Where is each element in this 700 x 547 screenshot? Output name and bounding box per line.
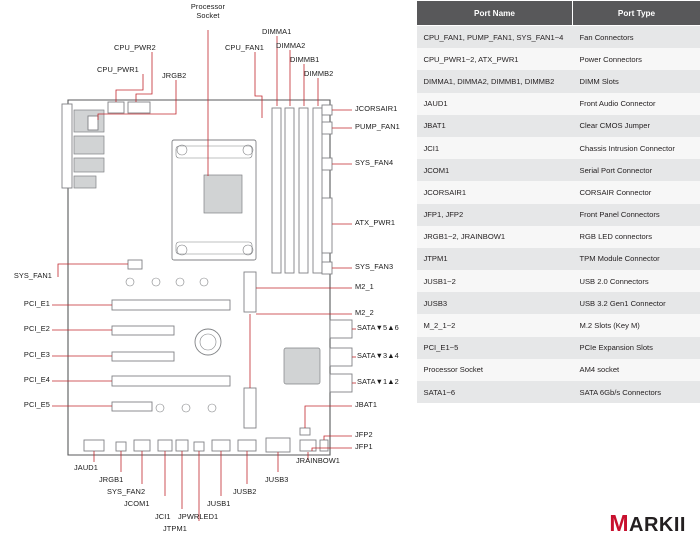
- callout-cpu-fan1: CPU_FAN1: [225, 43, 264, 52]
- cell-port-type: Clear CMOS Jumper: [573, 115, 700, 137]
- mark-ii-logo: [609, 510, 686, 537]
- callout-jusb1: JUSB1: [207, 499, 231, 508]
- callout-cpu-pwr1: CPU_PWR1: [97, 65, 139, 74]
- callout-pci-e1: PCI_E1: [23, 299, 50, 308]
- table-row: [417, 270, 700, 292]
- callout-jusb2: JUSB2: [233, 487, 257, 496]
- table-row: [417, 181, 700, 203]
- callout-pci-e2: PCI_E2: [23, 324, 50, 333]
- callout-sys-fan3: SYS_FAN3: [355, 262, 394, 271]
- cell-port-type: RGB LED connectors: [573, 226, 700, 248]
- table-row: [417, 314, 700, 336]
- cell-port-name: Processor Socket: [417, 359, 573, 381]
- cell-port-type: Serial Port Connector: [573, 159, 700, 181]
- column-header-port-type: Port Type: [573, 1, 700, 26]
- callout-processor-socket-line1: Processor: [190, 2, 226, 11]
- cell-port-type: DIMM Slots: [573, 70, 700, 92]
- cell-port-type: Fan Connectors: [573, 26, 700, 49]
- table-row: [417, 248, 700, 270]
- table-row: [417, 381, 700, 403]
- callout-jtpm1: JTPM1: [163, 524, 187, 533]
- cell-port-name: DIMMA1, DIMMA2, DIMMB1, DIMMB2: [417, 70, 573, 92]
- table-header-row: [417, 1, 700, 26]
- callout-jrgb2: JRGB2: [162, 71, 187, 80]
- callout-jfp2: JFP2: [355, 430, 373, 439]
- callout-atx-pwr1: ATX_PWR1: [355, 218, 396, 227]
- cell-port-type: TPM Module Connector: [573, 248, 700, 270]
- table-row: [417, 70, 700, 92]
- callout-m2-1: M2_1: [355, 282, 374, 291]
- table-row: [417, 226, 700, 248]
- cell-port-name: CPU_PWR1~2, ATX_PWR1: [417, 48, 573, 70]
- table-row: [417, 115, 700, 137]
- cell-port-name: JAUD1: [417, 93, 573, 115]
- cell-port-name: JRGB1~2, JRAINBOW1: [417, 226, 573, 248]
- cell-port-name: JFP1, JFP2: [417, 204, 573, 226]
- logo-text: ARKII: [629, 514, 686, 536]
- cell-port-type: Front Audio Connector: [573, 93, 700, 115]
- callout-sata34: SATA▼3▲4: [357, 351, 399, 360]
- callout-processor-socket: [186, 3, 230, 20]
- cell-port-type: AM4 socket: [573, 359, 700, 381]
- callout-jbat1: JBAT1: [355, 400, 378, 409]
- callout-pci-e4: PCI_E4: [23, 375, 50, 384]
- callout-jrainbow1: JRAINBOW1: [296, 456, 341, 465]
- callout-m2-2: M2_2: [355, 308, 374, 317]
- cell-port-type: Front Panel Connectors: [573, 204, 700, 226]
- callout-sata12: SATA▼1▲2: [357, 377, 399, 386]
- cell-port-type: Chassis Intrusion Connector: [573, 137, 700, 159]
- cell-port-type: USB 3.2 Gen1 Connector: [573, 292, 700, 314]
- callout-dimma2: DIMMA2: [276, 41, 306, 50]
- callout-processor-socket-line2: Socket: [196, 10, 220, 20]
- callout-cpu-pwr2: CPU_PWR2: [114, 43, 156, 52]
- callout-jci1: JCI1: [155, 512, 171, 521]
- table-row: [417, 337, 700, 359]
- table-row: [417, 48, 700, 70]
- callout-pci-e5: PCI_E5: [23, 400, 50, 409]
- table-row: [417, 159, 700, 181]
- callout-pump-fan1: PUMP_FAN1: [355, 122, 400, 131]
- table-row: [417, 26, 700, 49]
- callout-sys-fan4: SYS_FAN4: [355, 158, 394, 167]
- callout-jcom1: JCOM1: [124, 499, 150, 508]
- callout-jrgb1: JRGB1: [99, 475, 124, 484]
- cell-port-name: PCI_E1~5: [417, 337, 573, 359]
- cell-port-type: CORSAIR Connector: [573, 181, 700, 203]
- callout-dimmb1: DIMMB1: [290, 55, 320, 64]
- cell-port-name: JUSB1~2: [417, 270, 573, 292]
- cell-port-type: SATA 6Gb/s Connectors: [573, 381, 700, 403]
- callout-dimma1: DIMMA1: [262, 27, 292, 36]
- cell-port-name: JCORSAIR1: [417, 181, 573, 203]
- cell-port-name: JBAT1: [417, 115, 573, 137]
- port-reference-table: [416, 0, 700, 452]
- callout-jusb3: JUSB3: [265, 475, 289, 484]
- cell-port-name: M_2_1~2: [417, 314, 573, 336]
- cell-port-type: M.2 Slots (Key M): [573, 314, 700, 336]
- callout-pci-e3: PCI_E3: [23, 350, 50, 359]
- cell-port-name: CPU_FAN1, PUMP_FAN1, SYS_FAN1~4: [417, 26, 573, 49]
- table-row: [417, 137, 700, 159]
- callout-jfp1: JFP1: [355, 442, 373, 451]
- table-row: [417, 204, 700, 226]
- cell-port-name: JUSB3: [417, 292, 573, 314]
- callout-sys-fan1: SYS_FAN1: [13, 271, 52, 280]
- cell-port-name: JTPM1: [417, 248, 573, 270]
- callout-jpwrled1: JPWRLED1: [178, 512, 219, 521]
- table-row: [417, 292, 700, 314]
- cell-port-type: USB 2.0 Connectors: [573, 270, 700, 292]
- cell-port-name: JCOM1: [417, 159, 573, 181]
- cell-port-name: JCI1: [417, 137, 573, 159]
- cell-port-name: SATA1~6: [417, 381, 573, 403]
- table-row: [417, 93, 700, 115]
- cell-port-type: PCIe Expansion Slots: [573, 337, 700, 359]
- column-header-port-name: Port Name: [417, 1, 573, 26]
- table-row: [417, 359, 700, 381]
- callout-sata56: SATA▼5▲6: [357, 323, 399, 332]
- callout-jcorsair1: JCORSAIR1: [355, 104, 398, 113]
- cell-port-type: Power Connectors: [573, 48, 700, 70]
- callout-dimmb2: DIMMB2: [304, 69, 334, 78]
- logo-initial: M: [609, 510, 630, 536]
- callout-sys-fan2: SYS_FAN2: [107, 487, 146, 496]
- callout-jaud1: JAUD1: [74, 463, 98, 472]
